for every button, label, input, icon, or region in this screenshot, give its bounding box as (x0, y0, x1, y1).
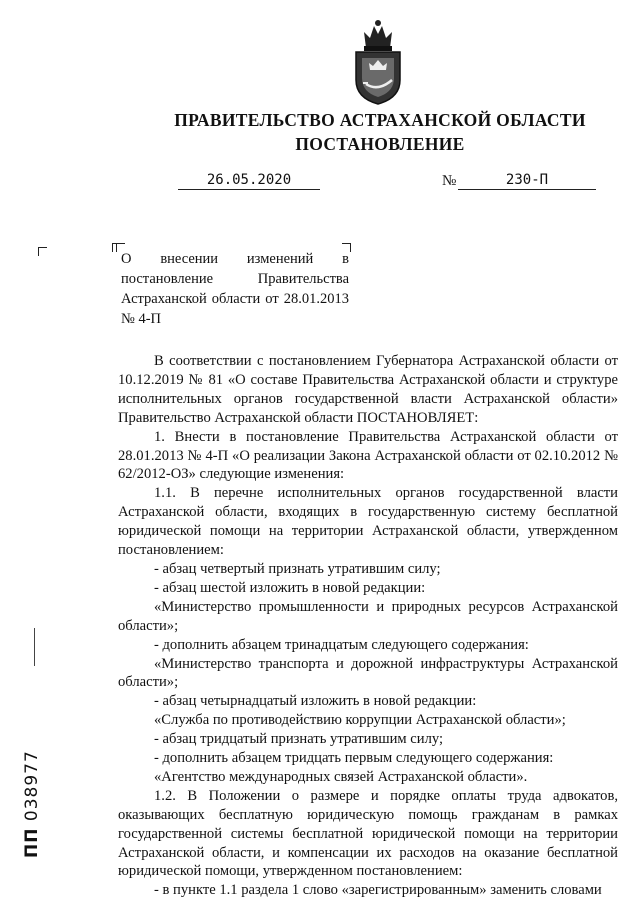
paragraph: - абзац четырнадцатый изложить в новой редакции: (154, 693, 477, 710)
paragraph: 1.1. В перечне исполнительных органов государственной власти Астраханской области, входящих в государственную систему бесплатной юридической помощи на территории Астраханской области, утвержденном постановлением: (118, 485, 618, 559)
paragraph: В соответствии с постановлением Губернатора Астраханской области от 10.12.2019 № 81 «О составе Правительства Астраханской области и структуре исполнительных органов государственной власти Астраханской области» Правительство Астраханской области ПОСТАНОВЛЯЕТ: (118, 353, 618, 426)
paragraph: «Служба по противодействию коррупции Астраханской области»; (154, 712, 566, 729)
number-label: № (442, 173, 457, 189)
document-number: 230-П (458, 172, 596, 190)
paragraph: - абзац четвертый признать утратившим силу; (154, 560, 441, 577)
paragraph: 1.2. В Положении о размере и порядке оплаты труда адвокатов, оказывающих бесплатную юридическую помощь гражданам в рамках государственной системы бесплатной юридической помощи на территории Астраханской области, и компенсации их расходов на оказание бесплатной юридической помощи, утвержденном постановлением: (118, 787, 618, 880)
paragraph: «Министерство промышленности и природных ресурсов Астраханской области»; (118, 598, 618, 634)
document-body (118, 352, 618, 900)
paragraph: - абзац шестой изложить в новой редакции: (154, 579, 426, 596)
serial-stamp-text (22, 750, 42, 858)
organization-title: ПРАВИТЕЛЬСТВО АСТРАХАНСКОЙ ОБЛАСТИ (174, 110, 586, 130)
coat-of-arms-icon (348, 18, 408, 106)
document-date: 26.05.2020 (178, 172, 320, 190)
margin-corner-mark (38, 247, 47, 256)
paragraph: - дополнить абзацем тринадцатым следующего содержания: (154, 636, 529, 653)
serial-series: ПП (22, 827, 42, 858)
serial-stamp (20, 728, 42, 858)
paragraph: - абзац тридцатый признать утратившим силу; (154, 731, 444, 748)
paragraph: 1. Внести в постановление Правительства Астраханской области от 28.01.2013 № 4-П «О реализации Закона Астраханской области от 02.10.2012 № 62/2012-ОЗ» следующие изменения: (118, 428, 618, 483)
paragraph: «Агентство международных связей Астраханской области». (154, 768, 528, 785)
paragraph: «Министерство транспорта и дорожной инфраструктуры Астраханской области»; (118, 655, 618, 691)
paragraph: - дополнить абзацем тридцать первым следующего содержания: (154, 750, 554, 767)
serial-number: 038977 (22, 750, 42, 822)
margin-line (34, 628, 35, 666)
document-type-title: ПОСТАНОВЛЕНИЕ (295, 134, 465, 154)
paragraph: - в пункте 1.1 раздела 1 слово «зарегистрированным» заменить словами (154, 882, 602, 899)
document-subject: О внесении изменений в постановление Правительства Астраханской области от 28.01.2013 № 4-П (121, 251, 349, 327)
